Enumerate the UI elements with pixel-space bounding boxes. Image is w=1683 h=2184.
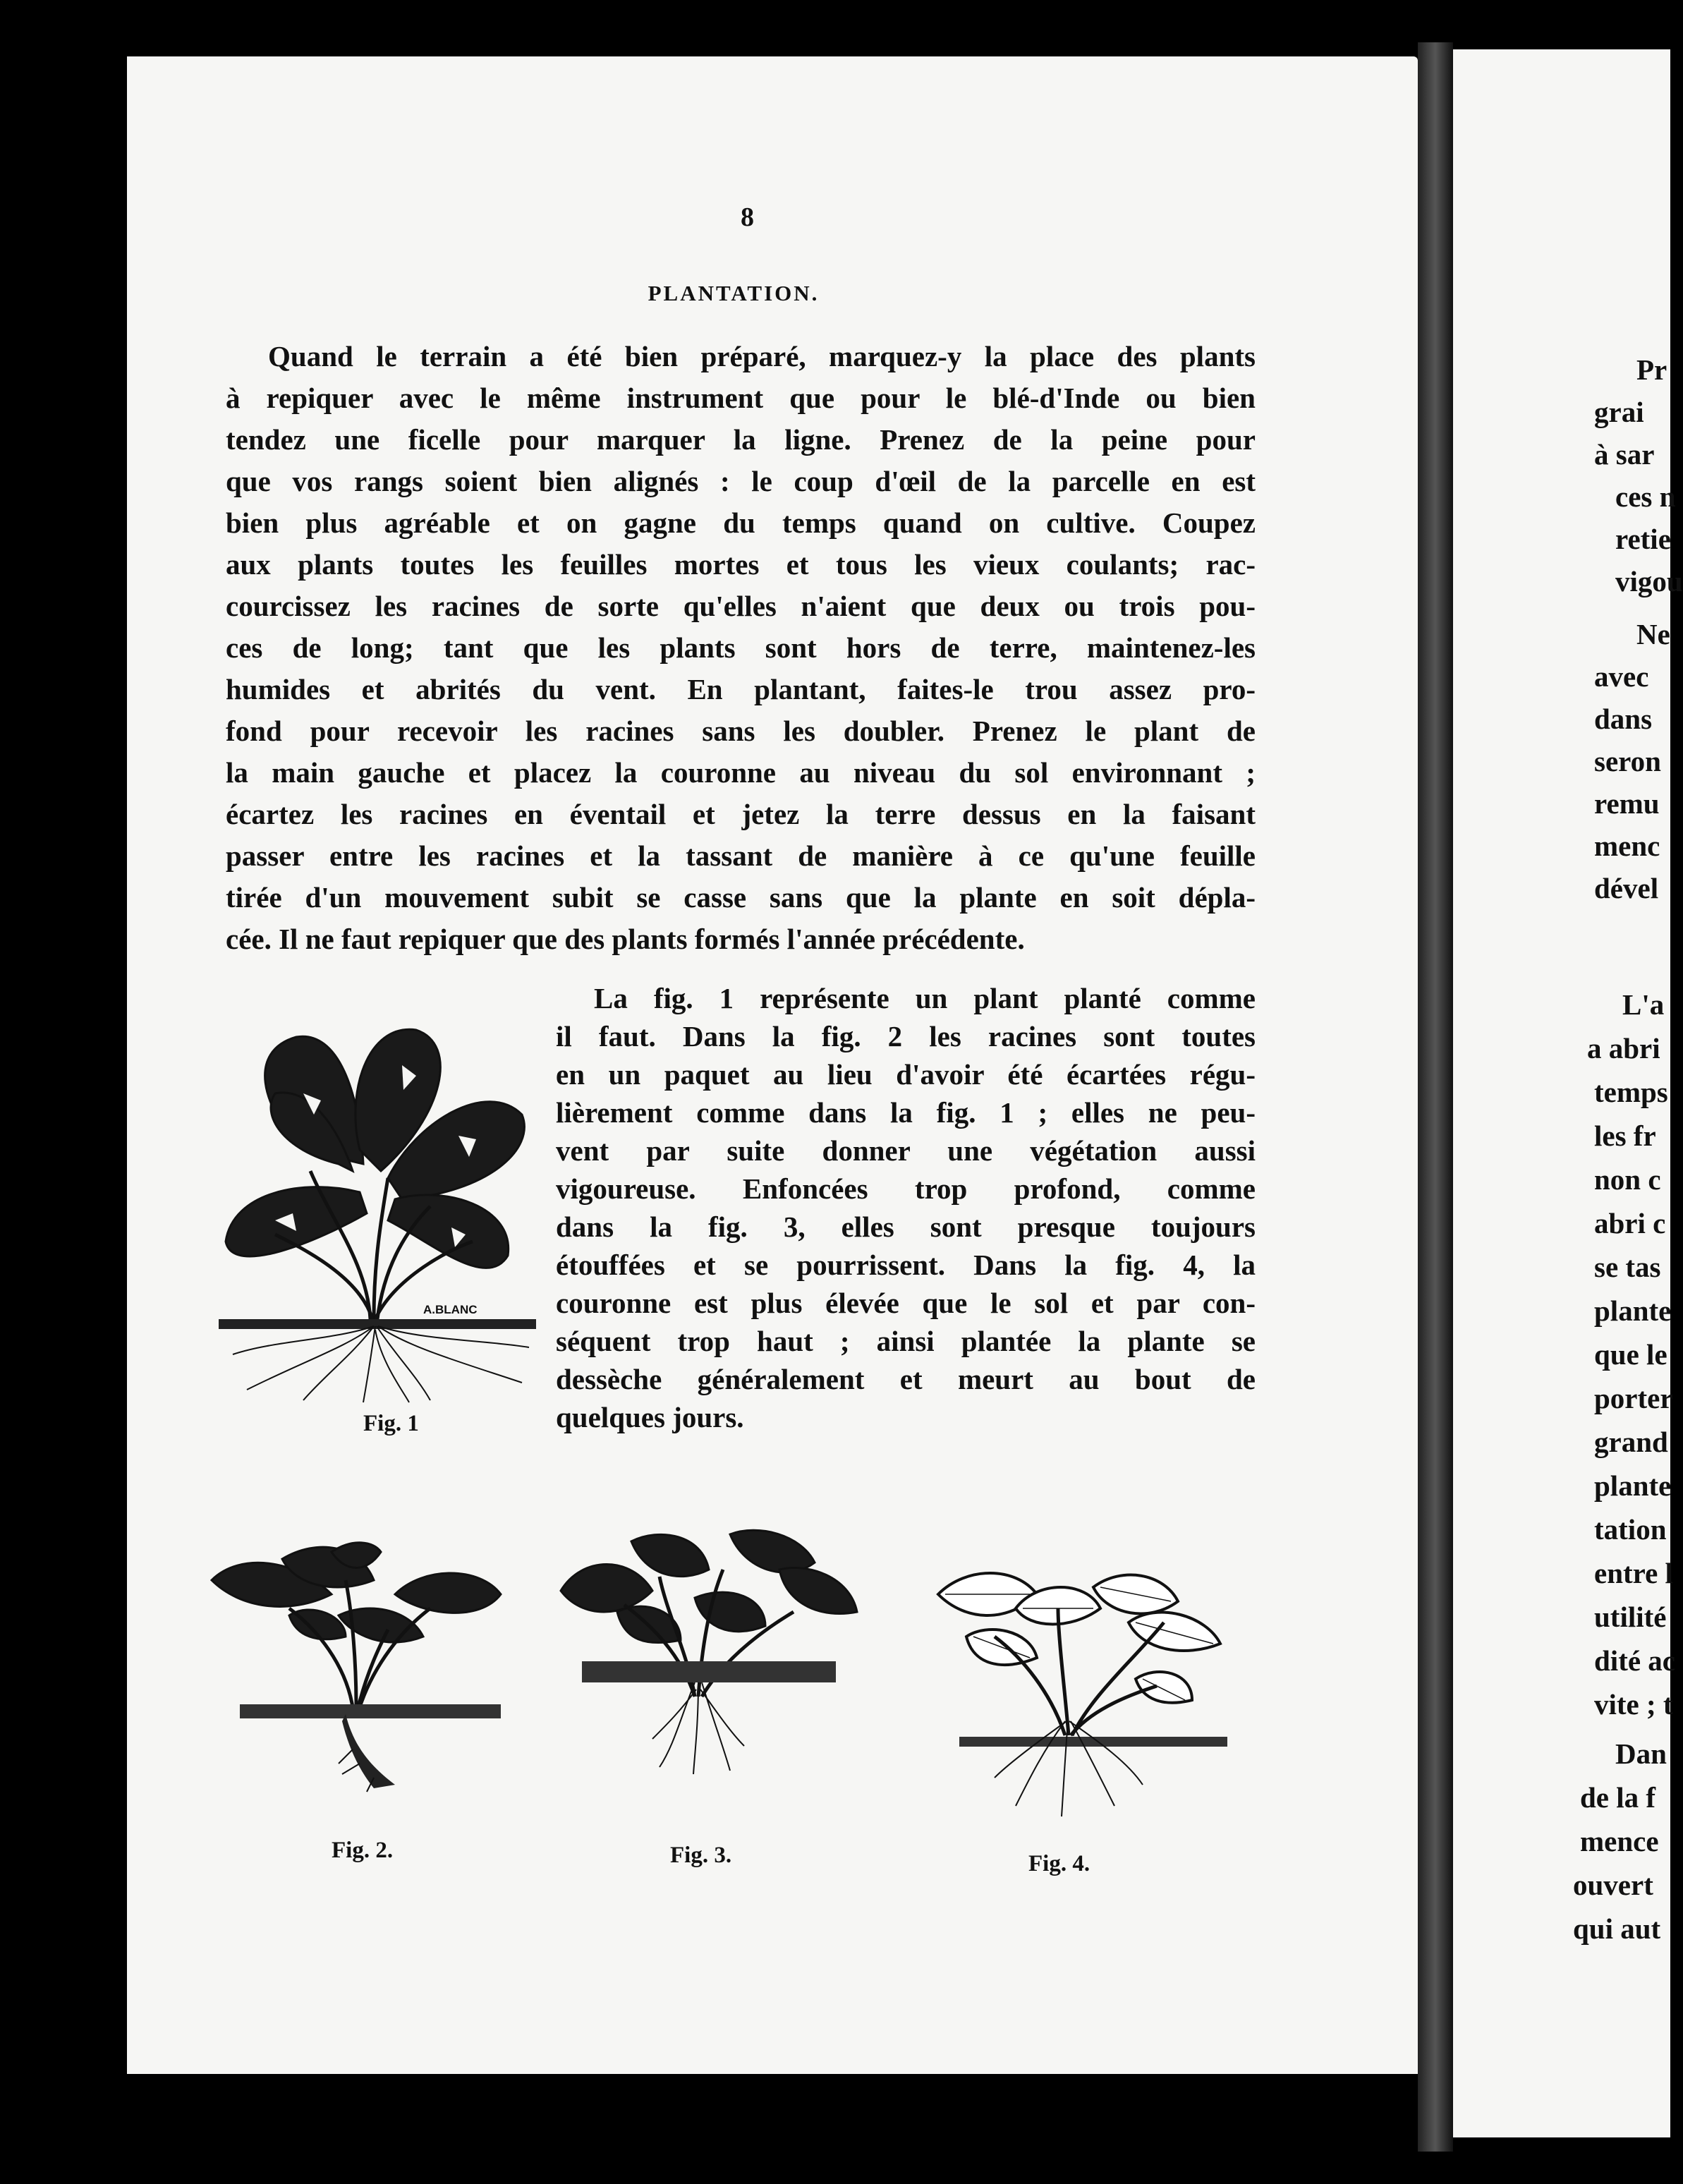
facing-line: a abri xyxy=(1587,1032,1660,1064)
facing-line: que le xyxy=(1594,1338,1667,1371)
paragraph-figures xyxy=(556,979,1256,1436)
facing-line: vigou xyxy=(1615,565,1683,597)
text-line: courcissez les racines de sorte qu'elles n'aient que deux ou trois pou- xyxy=(226,590,1256,622)
text-line: ces de long; tant que les plants sont hors de terre, maintenez-les xyxy=(226,631,1256,664)
text-line: la main gauche et placez la couronne au niveau du sol environnant ; xyxy=(226,756,1256,789)
facing-line: L'a xyxy=(1622,988,1665,1021)
facing-line: Dan xyxy=(1615,1737,1667,1770)
facing-line: vite ; t xyxy=(1594,1688,1673,1721)
text-line: dans la fig. 3, elles sont presque toujours xyxy=(556,1211,1256,1243)
facing-line: mence xyxy=(1580,1825,1659,1857)
facing-line: seron xyxy=(1594,745,1661,777)
text-line: humides et abrités du vent. En plantant, faites-le trou assez pro- xyxy=(226,673,1256,705)
figure-3-caption: Fig. 3. xyxy=(670,1843,732,1868)
text-line: dessèche généralement et meurt au bout de xyxy=(556,1363,1256,1395)
facing-line: non c xyxy=(1594,1163,1661,1196)
facing-line: ces n xyxy=(1615,480,1676,513)
facing-line: ouvert xyxy=(1573,1869,1653,1901)
facing-line: se tas xyxy=(1594,1251,1661,1283)
facing-line: entre l xyxy=(1594,1557,1673,1589)
text-line: tendez une ficelle pour marquer la ligne. Prenez de la peine pour xyxy=(226,423,1256,456)
paragraph-plantation xyxy=(226,336,1256,960)
figure-2-strawberry-plant xyxy=(212,1538,515,1806)
figure-1-strawberry-plant xyxy=(219,1009,536,1404)
text-line: que vos rangs soient bien alignés : le coup d'œil de la parcelle en est xyxy=(226,465,1256,497)
text-line: lièrement comme dans la fig. 1 ; elles ne peu- xyxy=(556,1096,1256,1129)
facing-line: dité ac xyxy=(1594,1644,1675,1677)
text-line: La fig. 1 représente un plant planté comme xyxy=(594,982,1256,1014)
facing-line: Pr xyxy=(1636,353,1667,386)
facing-line: qui aut xyxy=(1573,1912,1661,1945)
section-title: PLANTATION. xyxy=(648,281,820,305)
text-line: il faut. Dans la fig. 2 les racines sont toutes xyxy=(556,1020,1256,1052)
figure-2-caption: Fig. 2. xyxy=(332,1838,394,1863)
text-line: passer entre les racines et la tassant de manière à ce qu'une feuille xyxy=(226,839,1256,872)
facing-line: les fr xyxy=(1594,1120,1656,1152)
facing-line: dével xyxy=(1594,872,1659,904)
text-line: à repiquer avec le même instrument que pour le blé-d'Inde ou bien xyxy=(226,382,1256,414)
facing-line: plante xyxy=(1594,1294,1672,1327)
facing-line: temps xyxy=(1594,1076,1668,1108)
facing-line: avec xyxy=(1594,660,1649,693)
page-number: 8 xyxy=(741,202,754,232)
facing-line: remu xyxy=(1594,787,1660,820)
text-line: étouffées et se pourrissent. Dans la fig. 4, la xyxy=(556,1249,1256,1281)
figure-4-caption: Fig. 4. xyxy=(1028,1851,1090,1876)
text-line: fond pour recevoir les racines sans les doubler. Prenez le plant de xyxy=(226,715,1256,747)
figure-4-strawberry-plant xyxy=(924,1552,1241,1834)
text-line: aux plants toutes les feuilles mortes et tous les vieux coulants; rac- xyxy=(226,548,1256,581)
text-line: Quand le terrain a été bien préparé, marquez-y la place des plants xyxy=(268,340,1256,372)
text-line: couronne est plus élevée que le sol et par con- xyxy=(556,1287,1256,1319)
facing-line: abri c xyxy=(1594,1207,1666,1239)
facing-line: de la f xyxy=(1580,1781,1656,1814)
facing-line: Ne xyxy=(1636,618,1670,650)
text-line: vigoureuse. Enfoncées trop profond, comme xyxy=(556,1172,1256,1205)
text-line: écartez les racines en éventail et jetez la terre dessus en la faisant xyxy=(226,798,1256,830)
facing-line: retie xyxy=(1615,523,1671,555)
facing-line: grand xyxy=(1594,1426,1668,1458)
text-line: séquent trop haut ; ainsi plantée la plante se xyxy=(556,1325,1256,1357)
figure-3-strawberry-plant xyxy=(554,1527,864,1809)
facing-line: porter xyxy=(1594,1382,1673,1414)
figure-1-caption: Fig. 1 xyxy=(363,1411,419,1436)
facing-line: grai xyxy=(1594,396,1644,428)
text-line: tirée d'un mouvement subit se casse sans que la plante en soit dépla- xyxy=(226,881,1256,914)
text-line: quelques jours. xyxy=(556,1401,744,1433)
text-line: en un paquet au lieu d'avoir été écartées régu- xyxy=(556,1058,1256,1091)
facing-line: tation xyxy=(1594,1513,1667,1546)
figure-1-signature: A.BLANC xyxy=(423,1303,478,1316)
text-line: bien plus agréable et on gagne du temps quand on cultive. Coupez xyxy=(226,506,1256,539)
text-line: cée. Il ne faut repiquer que des plants formés l'année précédente. xyxy=(226,923,1025,955)
facing-line: menc xyxy=(1594,830,1660,862)
facing-line: utilité xyxy=(1594,1601,1667,1633)
facing-line: à sar xyxy=(1594,438,1655,471)
text-line: vent par suite donner une végétation aussi xyxy=(556,1134,1256,1167)
facing-line: dans xyxy=(1594,703,1653,735)
book-spine xyxy=(1418,42,1453,2152)
facing-line: plante xyxy=(1594,1469,1672,1502)
